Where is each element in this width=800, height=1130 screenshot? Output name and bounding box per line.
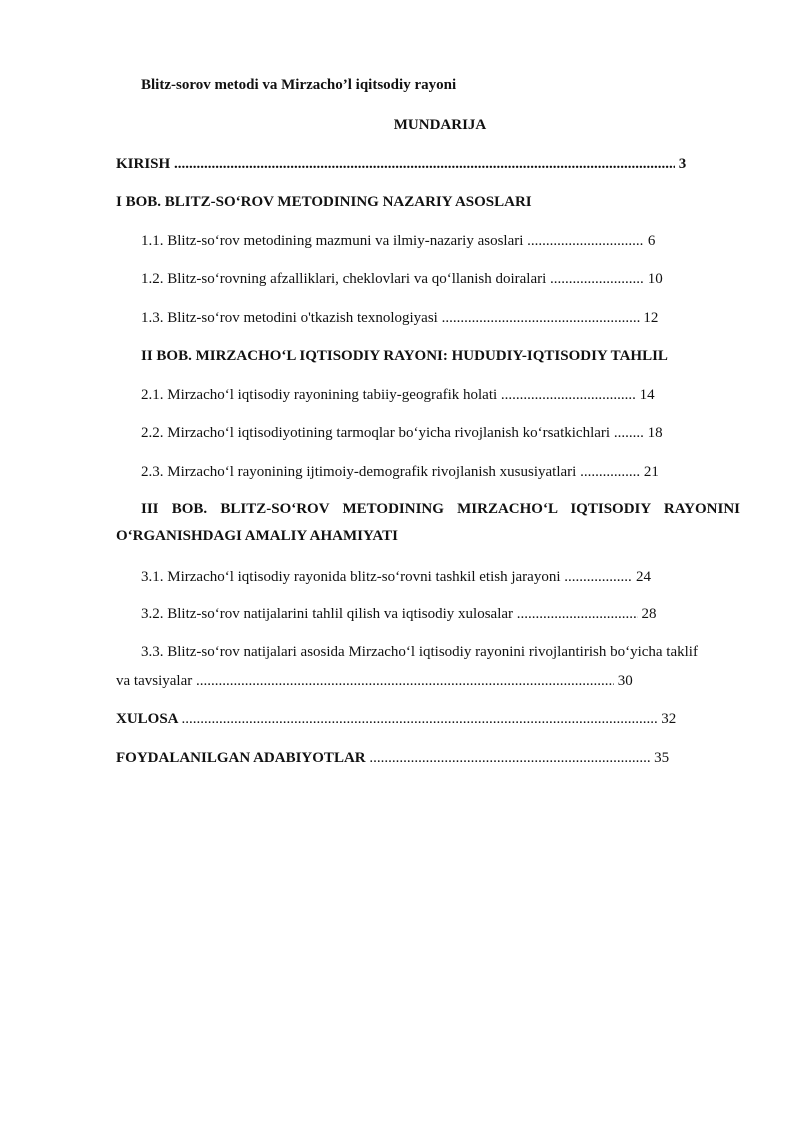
toc-entry-page: 21 [643,464,659,480]
toc-entry-label: 1.1. Blitz-so‘rov metodining mazmuni va ilmiy-nazariy asoslari [141,233,524,249]
toc-entry-label: 3.3. Blitz-so‘rov natijalari asosida Mirzacho‘l iqtisodiy rayonini rivojlantirish bo‘yicha taklif [141,644,698,660]
toc-entry-page: 18 [647,425,663,441]
toc-leader-dots [181,710,657,728]
toc-entry-1-3 [141,309,658,327]
toc-entry-page: 35 [654,750,670,766]
toc-entry-label: KIRISH [116,156,171,172]
toc-heading: MUNDARIJA [393,117,487,133]
toc-entry-adabiyotlar [116,749,669,767]
toc-entry-page: 32 [661,711,677,727]
toc-leader-dots [550,270,644,288]
toc-entry-label: 1.3. Blitz-so‘rov metodini o'tkazish texnologiyasi [141,310,438,326]
toc-chapter-2: II BOB. MIRZACHO‘L IQTISODIY RAYONI: HUDUDIY-IQTISODIY TAHLIL [141,348,668,364]
toc-entry-3-1 [141,568,651,586]
toc-leader-dots [564,568,632,586]
toc-entry-label: va tavsiyalar [116,673,193,689]
toc-entry-label: 1.2. Blitz-so‘rovning afzalliklari, cheklovlari va qo‘llanish doiralari [141,271,547,287]
toc-entry-label: 2.1. Mirzacho‘l iqtisodiy rayonining tabiiy-geografik holati [141,387,498,403]
toc-entry-xulosa [116,710,676,728]
toc-entry-label: 3.2. Blitz-so‘rov natijalarini tahlil qilish va iqtisodiy xulosalar [141,606,514,622]
toc-entry-label: 3.1. Mirzacho‘l iqtisodiy rayonida blitz-so‘rovni tashkil etish jarayoni [141,569,561,585]
toc-entry-page: 30 [617,673,633,689]
toc-leader-dots [369,749,650,767]
toc-entry-label: 2.2. Mirzacho‘l iqtisodiyotining tarmoqlar bo‘yicha rivojlanish ko‘rsatkichlari [141,425,611,441]
toc-leader-dots [527,232,644,250]
toc-entry-page: 6 [647,233,656,249]
toc-entry-label: XULOSA [116,711,178,727]
toc-entry-label: 2.3. Mirzacho‘l rayonining ijtimoiy-demografik rivojlanish xususiyatlari [141,464,577,480]
toc-entry-page: 3 [678,156,687,172]
toc-leader-dots [501,386,636,404]
toc-entry-2-1 [141,386,655,404]
toc-entry-page: 14 [639,387,655,403]
toc-entry-kirish [116,155,686,173]
toc-entry-page: 28 [641,606,657,622]
toc-entry-1-2 [141,270,663,288]
document-title: Blitz-sorov metodi va Mirzacho’l iqitsodiy rayoni [141,77,457,93]
toc-entry-page: 10 [647,271,663,287]
toc-entry-2-3 [141,463,659,481]
toc-entry-label: FOYDALANILGAN ADABIYOTLAR [116,750,366,766]
toc-leader-dots [174,155,675,173]
toc-entry-3-2 [141,605,657,623]
toc-entry-1-1 [141,232,655,250]
toc-leader-dots [614,424,644,442]
toc-chapter-3 [116,496,740,550]
toc-entry-3-3-line1 [141,643,698,661]
toc-entry-3-3-line2 [116,672,633,690]
toc-leader-dots [517,605,638,623]
toc-entry-page: 24 [636,569,651,585]
toc-leader-dots [196,672,614,690]
toc-leader-dots [442,309,640,327]
toc-leader-dots [580,463,640,481]
toc-chapter-1: I BOB. BLITZ-SO‘ROV METODINING NAZARIY ASOSLARI [116,194,532,210]
toc-entry-2-2 [141,424,663,442]
toc-entry-page: 12 [643,310,659,326]
toc-heading-wrapper [0,117,800,134]
toc-chapter-3-label: III BOB. BLITZ-SO‘ROV METODINING MIRZACHO‘L IQTISODIY RAYONINI O‘RGANISHDAGI AMALIY AHAMIYATI [116,501,740,544]
